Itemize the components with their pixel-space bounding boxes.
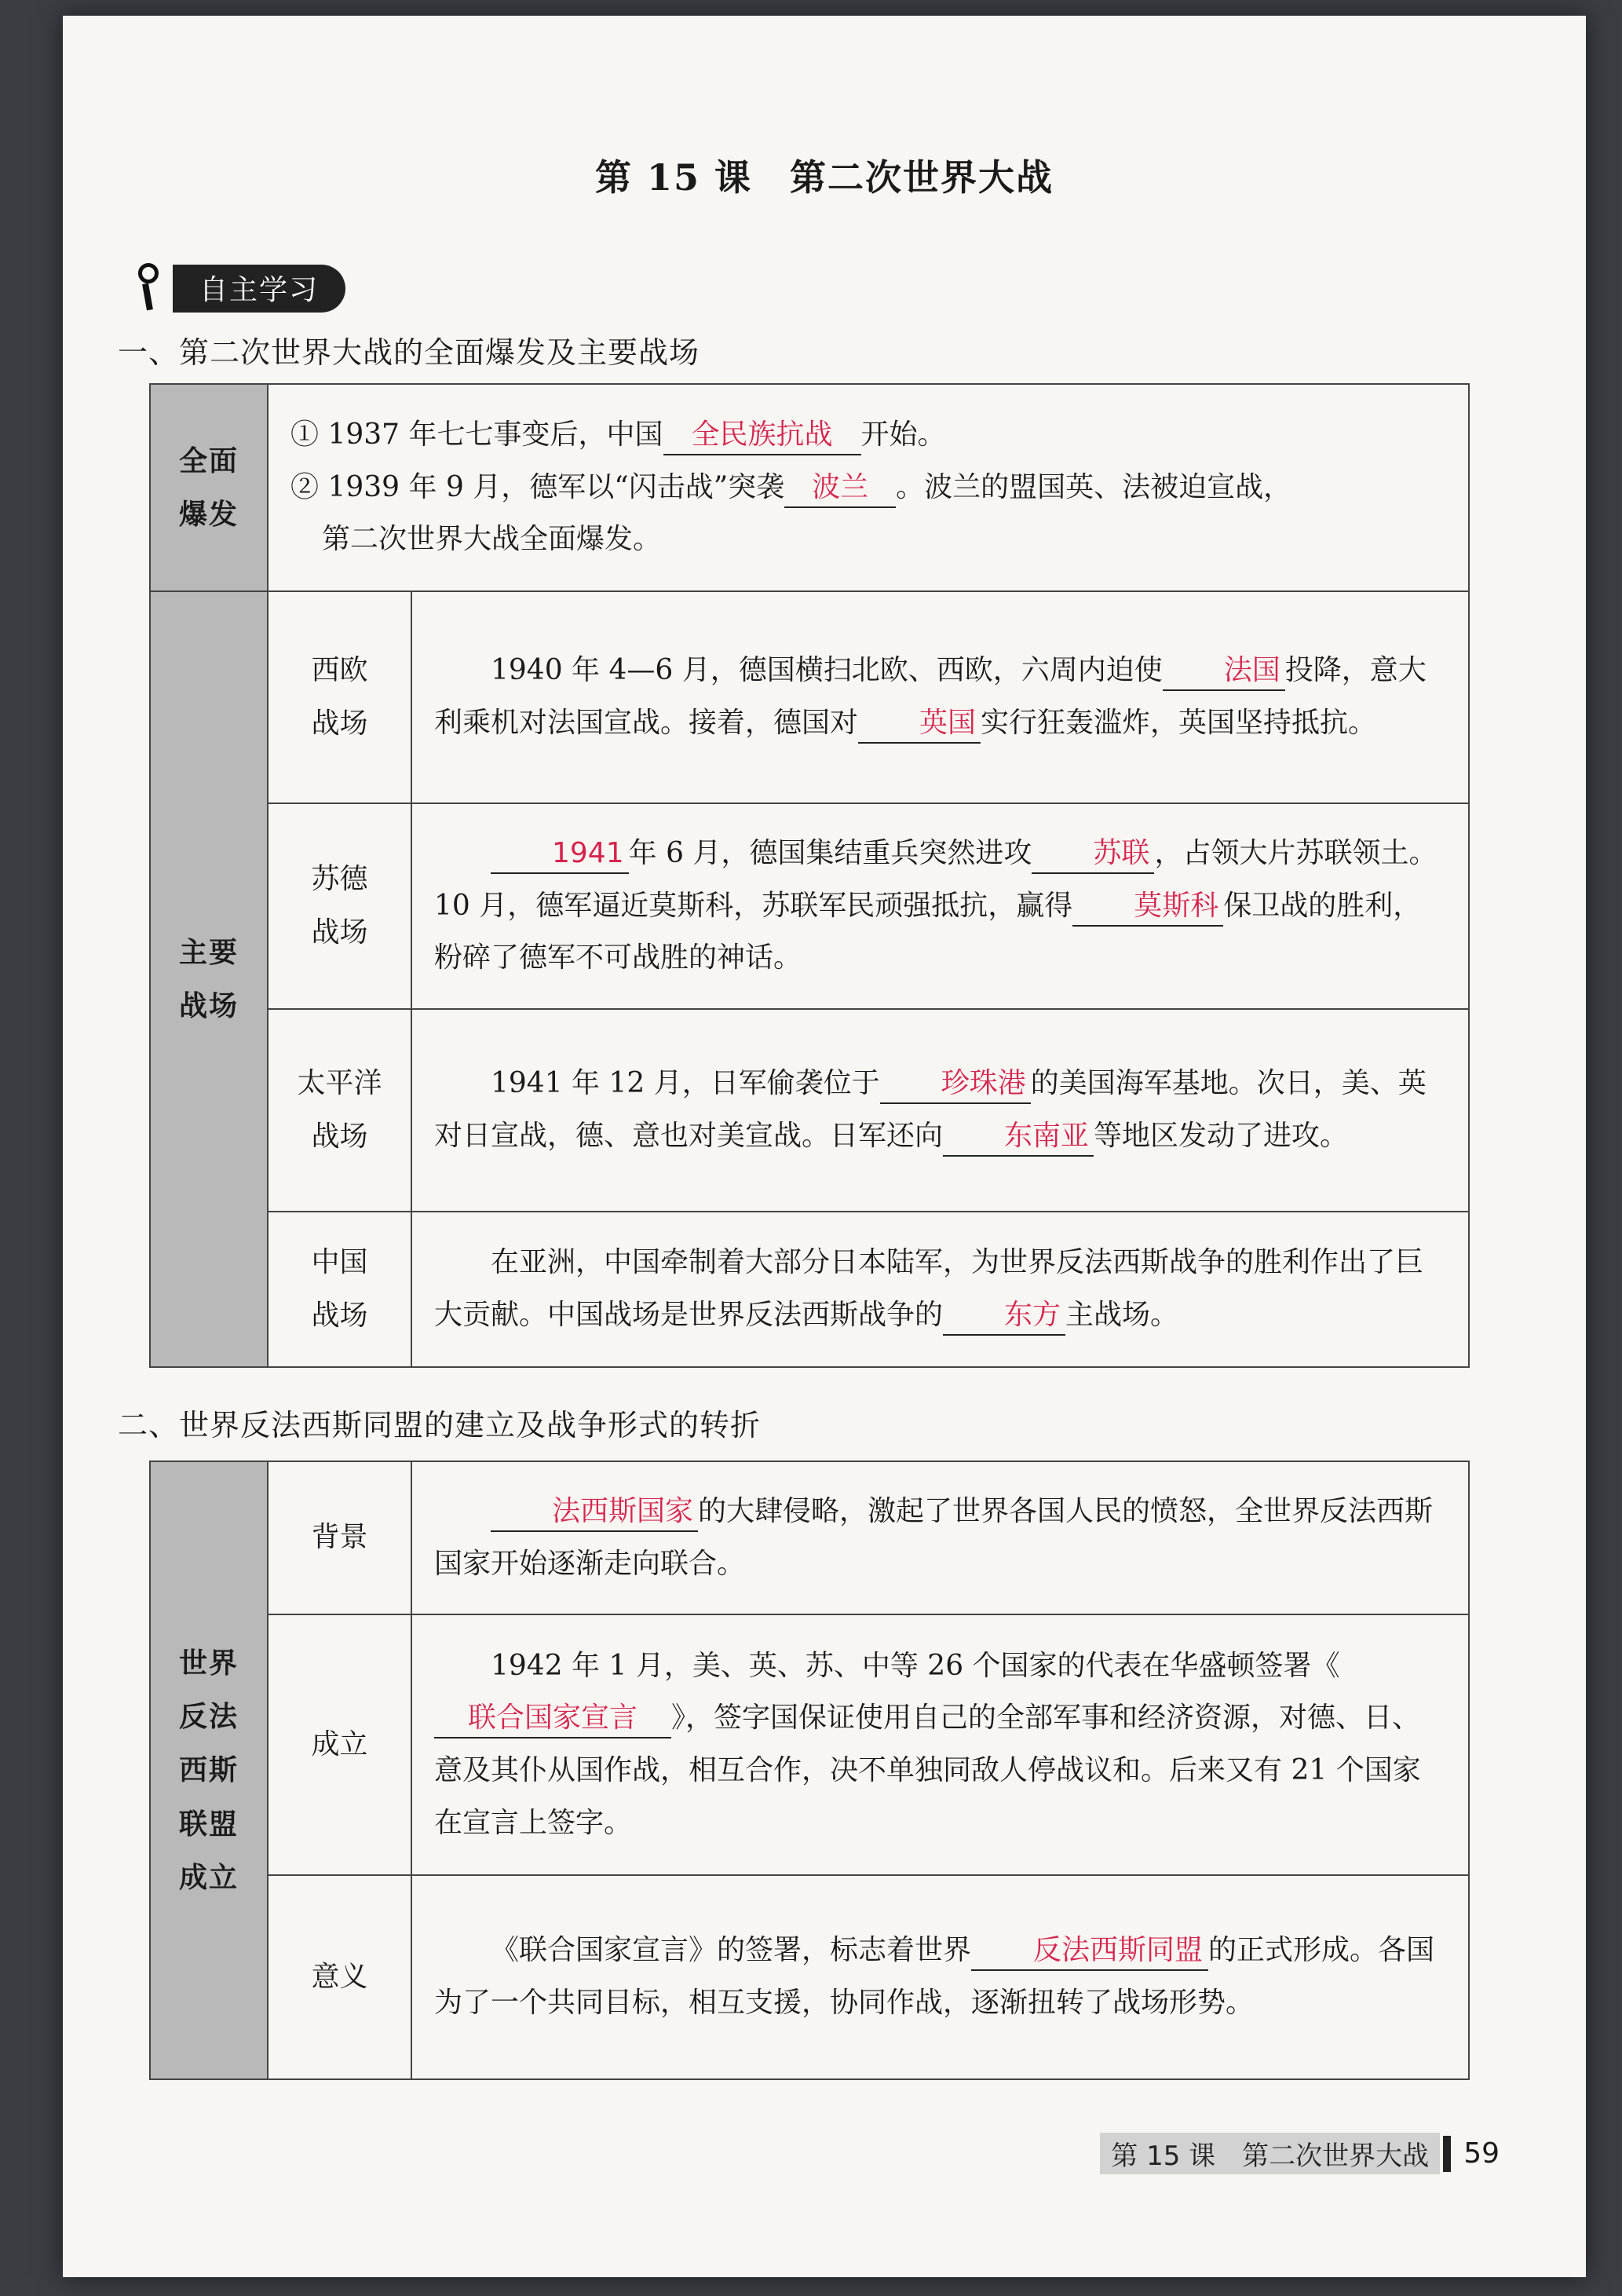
lesson-title: 第 15 课 第二次世界大战 bbox=[594, 156, 1054, 199]
pacific-front-content: 1941 年 12 月，日军偷袭位于 珍珠港 的美国海军基地。次日，美、英对日宣战，德、意也对美宣战。日军还向 东南亚 等地区发动了进攻。 bbox=[411, 1009, 1469, 1212]
reading-figure-icon bbox=[133, 263, 165, 313]
blank-soviet-2: 苏联 bbox=[1032, 835, 1154, 874]
significance-content: 《联合国家宣言》的签署，标志着世界 反法西斯同盟 的正式形成。各国为了一个共同目标，相互支援，协同作战，逐渐扭转了战场形势。 bbox=[411, 1875, 1469, 2079]
blank-soviet-1: 1941 bbox=[491, 835, 629, 874]
background-label: 背景 bbox=[268, 1461, 411, 1614]
workbook-page bbox=[63, 16, 1586, 2277]
china-front-content: 在亚洲，中国牵制着大部分日本陆军，为世界反法西斯战争的胜利作出了巨大贡献。中国战场是世界反法西斯战争的 东方 主战场。 bbox=[411, 1212, 1469, 1367]
blank-founding-1: 联合国家宣言 bbox=[434, 1700, 671, 1738]
page-footer bbox=[1100, 2133, 1500, 2174]
founding-content: 1942 年 1 月，美、英、苏、中等 26 个国家的代表在华盛顿签署《联合国家宣言 》，签字国保证使用自己的全部军事和经济资源，对德、日、意及其仆从国作战，相互合作，决不单独同敌人停战议和。后来又有 21 个国家在宣言上签字。 bbox=[411, 1614, 1469, 1875]
badge-label: 自主学习 bbox=[173, 265, 345, 313]
page-number: 59 bbox=[1463, 2137, 1500, 2170]
pacific-front-label: 太平洋 战场 bbox=[268, 1009, 411, 1212]
footer-divider bbox=[1443, 2136, 1451, 2172]
section-1-heading: 一、第二次世界大战的全面爆发及主要战场 bbox=[118, 335, 700, 370]
section-2-heading: 二、世界反法西斯同盟的建立及战争形式的转折 bbox=[118, 1408, 762, 1442]
blank-western-2: 英国 bbox=[858, 705, 981, 744]
blank-background-1: 法西斯国家 bbox=[491, 1493, 698, 1532]
outbreak-category: 全面 爆发 bbox=[150, 384, 268, 591]
western-front-content: 1940 年 4—6 月，德国横扫北欧、西欧，六周内迫使 法国 投降，意大利乘机对法国宣战。接着，德国对 英国 实行狂轰滥炸，英国坚持抵抗。 bbox=[411, 591, 1469, 803]
self-study-badge bbox=[133, 263, 345, 313]
founding-label: 成立 bbox=[268, 1614, 411, 1875]
blank-china-1: 东方 bbox=[943, 1297, 1065, 1336]
blank-outbreak-2: 波兰 bbox=[784, 470, 896, 508]
background-content: 法西斯国家 的大肆侵略，激起了世界各国人民的愤怒，全世界反法西斯国家开始逐渐走向联合。 bbox=[411, 1461, 1469, 1614]
outbreak-table bbox=[149, 383, 1470, 592]
soviet-front-label: 苏德 战场 bbox=[268, 803, 411, 1009]
china-front-label: 中国 战场 bbox=[268, 1212, 411, 1367]
significance-label: 意义 bbox=[268, 1875, 411, 2079]
blank-outbreak-1: 全民族抗战 bbox=[663, 417, 861, 455]
alliance-table bbox=[149, 1461, 1470, 2080]
battlefields-category: 主要 战场 bbox=[150, 591, 268, 1367]
western-front-label: 西欧 战场 bbox=[268, 591, 411, 803]
blank-soviet-3: 莫斯科 bbox=[1072, 888, 1223, 927]
alliance-category: 世界 反法 西斯 联盟 成立 bbox=[150, 1461, 268, 2079]
soviet-front-content: 1941 年 6 月，德国集结重兵突然进攻 苏联 ，占领大片苏联领土。10 月，德军逼近莫斯科，苏联军民顽强抵抗，赢得 莫斯科 保卫战的胜利，粉碎了德军不可战胜的神话。 bbox=[411, 803, 1469, 1009]
blank-pacific-2: 东南亚 bbox=[943, 1118, 1094, 1157]
footer-chapter: 第 15 课 第二次世界大战 bbox=[1100, 2133, 1440, 2174]
outbreak-content: ① 1937 年七七事变后，中国 全民族抗战 开始。 ② 1939 年 9 月，德军以“闪击战”突袭 波兰 。波兰的盟国英、法被迫宣战， 第二次世界大战全面爆发。 bbox=[268, 384, 1469, 591]
blank-pacific-1: 珍珠港 bbox=[880, 1066, 1031, 1104]
battlefields-table bbox=[149, 590, 1470, 1368]
blank-significance-1: 反法西斯同盟 bbox=[971, 1932, 1208, 1971]
blank-western-1: 法国 bbox=[1163, 653, 1285, 691]
